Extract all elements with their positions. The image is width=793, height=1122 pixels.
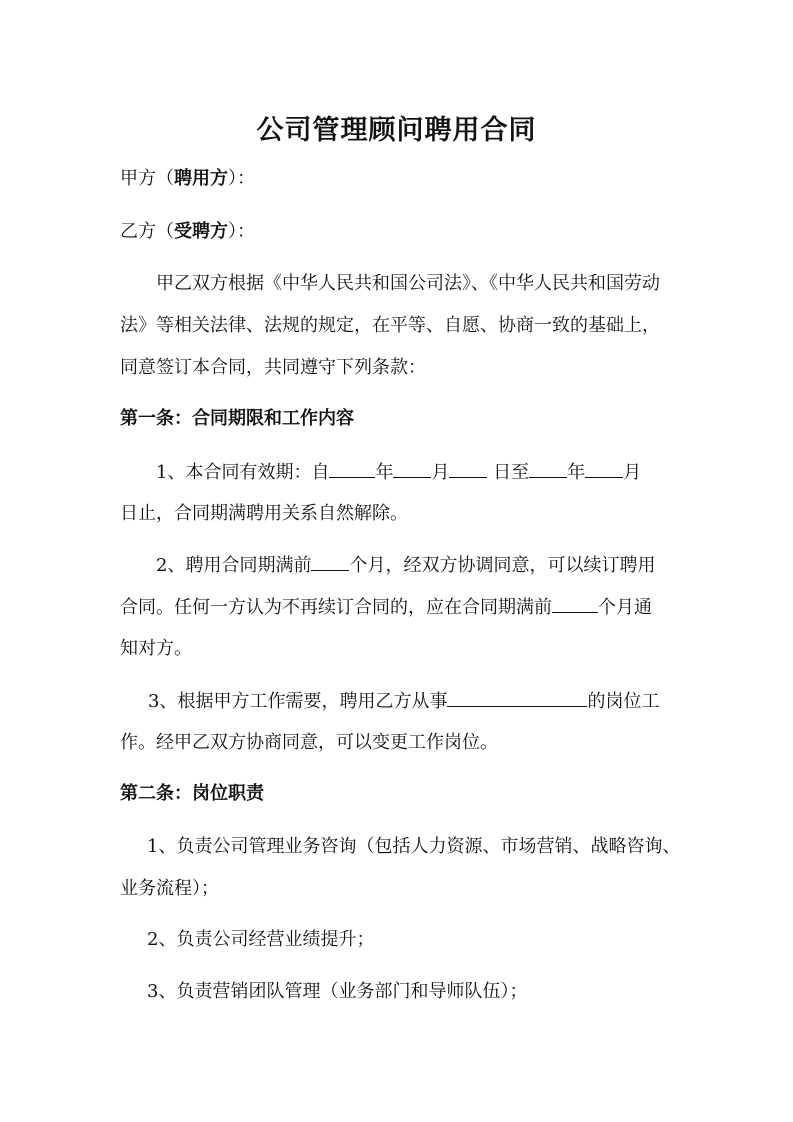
article-1-item-1-line-1 xyxy=(156,459,641,486)
article-2-item-1-line-1: 1、负责公司管理业务咨询（包括人力资源、市场营销、战略咨询、 xyxy=(147,836,681,857)
document-title: 公司管理顾问聘用合同 xyxy=(256,115,537,146)
item-1-text-b: 年 xyxy=(375,462,394,483)
article-1-item-3-line-2: 作。经甲乙双方协商同意，可以变更工作岗位。 xyxy=(120,732,498,753)
party-b-suffix: ）： xyxy=(228,221,255,242)
item-1-text-d: 日至 xyxy=(487,462,530,483)
article-1-item-2-line-2 xyxy=(120,594,652,621)
party-b-label: 乙方（ xyxy=(120,221,174,242)
party-b-role: 受聘方 xyxy=(174,221,228,242)
item-2-text-b: 个月，经双方协调同意，可以续订聘用 xyxy=(349,555,656,576)
blank-field xyxy=(447,688,587,707)
article-2-item-2: 2、负责公司经营业绩提升； xyxy=(147,929,375,950)
party-b-line xyxy=(120,219,255,245)
blank-field xyxy=(529,459,567,478)
article-1-item-2-line-3: 知对方。 xyxy=(120,638,192,659)
article-1-heading: 第一条：合同期限和工作内容 xyxy=(120,408,354,429)
item-1-text-f: 月 xyxy=(623,462,642,483)
intro-line-2: 法》等相关法律、法规的规定，在平等、自愿、协商一致的基础上， xyxy=(120,315,660,336)
article-2-heading: 第二条：岗位职责 xyxy=(120,783,264,804)
blank-field xyxy=(311,552,349,571)
item-3-text-b: 的岗位工 xyxy=(587,691,660,712)
party-a-label: 甲方（ xyxy=(120,168,174,189)
item-1-text-a: 1、本合同有效期：自 xyxy=(156,462,330,483)
article-1-item-2-line-1 xyxy=(156,552,655,579)
item-1-text-e: 年 xyxy=(567,462,586,483)
blank-field xyxy=(552,594,598,613)
party-a-suffix: ）： xyxy=(228,168,255,189)
article-1-item-3-line-1 xyxy=(148,688,659,715)
blank-field xyxy=(585,459,623,478)
item-1-text-c: 月 xyxy=(431,462,450,483)
intro-line-3: 同意签订本合同，共同遵守下列条款： xyxy=(120,357,426,378)
blank-field xyxy=(393,459,431,478)
intro-line-1: 甲乙双方根据《中华人民共和国公司法》、《中华人民共和国劳动 xyxy=(156,273,660,294)
blank-field xyxy=(329,459,375,478)
article-1-item-1-line-2: 日止，合同期满聘用关系自然解除。 xyxy=(120,503,408,524)
party-a-role: 聘用方 xyxy=(174,168,228,189)
article-2-item-3: 3、负责营销团队管理（业务部门和导师队伍）； xyxy=(147,981,528,1002)
blank-field xyxy=(449,459,487,478)
item-2-text-c: 合同。任何一方认为不再续订合同的，应在合同期满前 xyxy=(120,597,552,618)
party-a-line xyxy=(120,166,255,192)
item-3-text-a: 3、根据甲方工作需要，聘用乙方从事 xyxy=(148,691,448,712)
article-2-item-1-line-2: 业务流程）； xyxy=(120,878,219,899)
item-2-text-d: 个月通 xyxy=(598,597,652,618)
item-2-text-a: 2、聘用合同期满前 xyxy=(156,555,312,576)
